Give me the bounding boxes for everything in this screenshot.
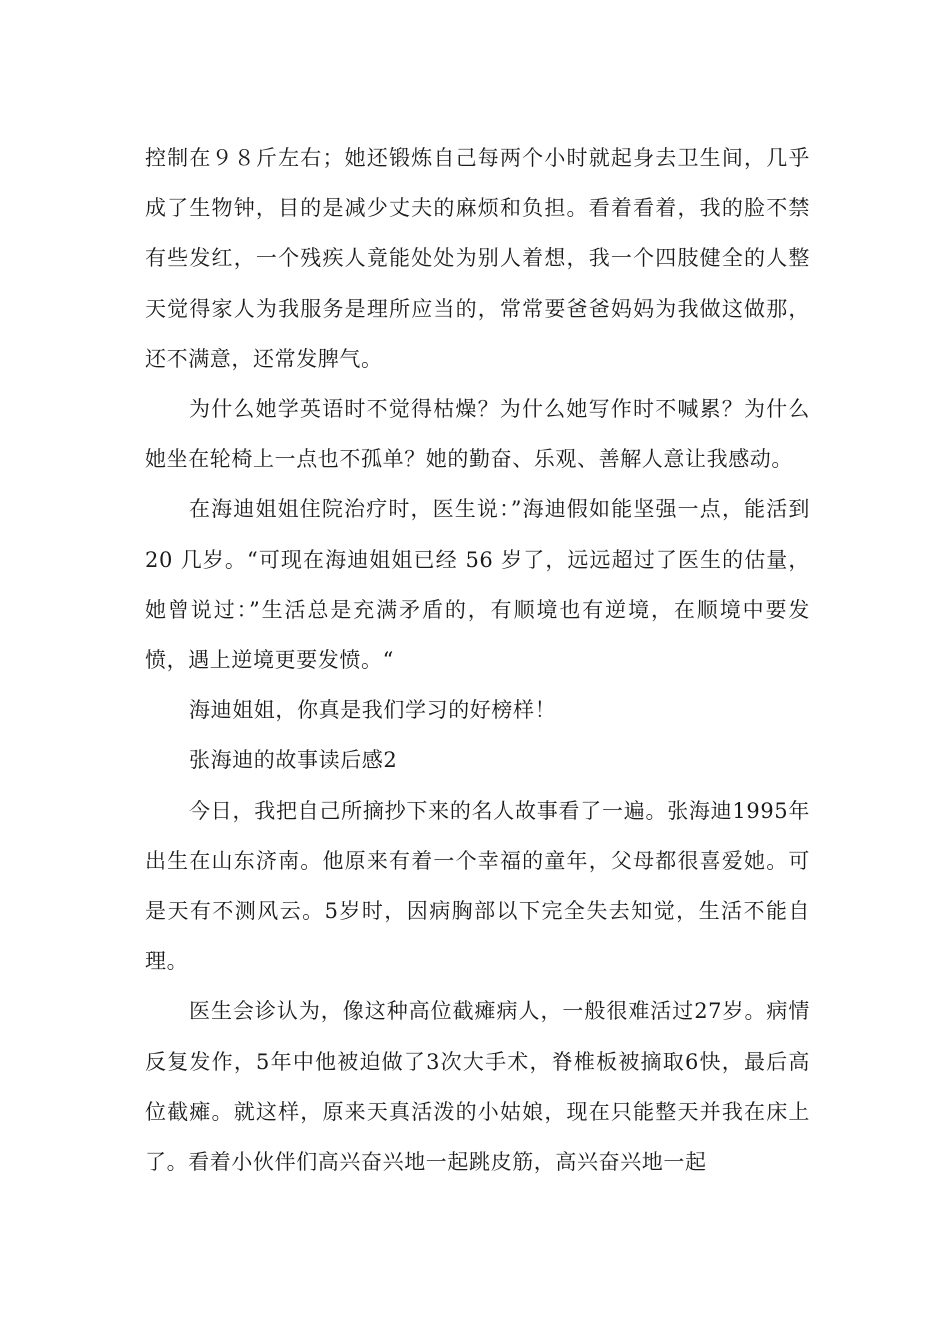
section-title: 张海迪的故事读后感2 (189, 748, 398, 773)
document-body (145, 133, 810, 1187)
paragraph: 在海迪姐姐住院治疗时，医生说：”海迪假如能坚强一点，能活到 20 几岁。“可现在海迪姐姐已经 56 岁了，远远超过了医生的估量，她曾说过：”生活总是充满矛盾的，有顺境也有逆境，在顺境中要发愤，遇上逆境更要发愤。“ (145, 497, 810, 673)
paragraph: 为什么她学英语时不觉得枯燥？为什么她写作时不喊累？为什么她坐在轮椅上一点也不孤单？她的勤奋、乐观、善解人意让我感动。 (145, 397, 810, 472)
paragraph: 海迪姐姐，你真是我们学习的好榜样！ (189, 698, 557, 723)
paragraph-continuation: 控制在９８斤左右；她还锻炼自己每两个小时就起身去卫生间，几乎成了生物钟，目的是减少丈夫的麻烦和负担。看着看着，我的脸不禁有些发红，一个残疾人竟能处处为别人着想，我一个四肢健全的人整天觉得家人为我服务是理所应当的，常常要爸爸妈妈为我做这做那，还不满意，还常发脾气。 (145, 146, 810, 371)
paragraph: 今日，我把自己所摘抄下来的名人故事看了一遍。张海迪1995年出生在山东济南。他原来有着一个幸福的童年，父母都很喜爱她。可是天有不测风云。5岁时，因病胸部以下完全失去知觉，生活不能自理。 (145, 798, 810, 974)
paragraph: 医生会诊认为，像这种高位截瘫病人，一般很难活过27岁。病情反复发作，5年中他被迫做了3次大手术，脊椎板被摘取6快，最后高位截瘫。就这样，原来天真活泼的小姑娘，现在只能整天并我在床上了。看着小伙伴们高兴奋兴地一起跳皮筋，高兴奋兴地一起 (145, 999, 810, 1175)
